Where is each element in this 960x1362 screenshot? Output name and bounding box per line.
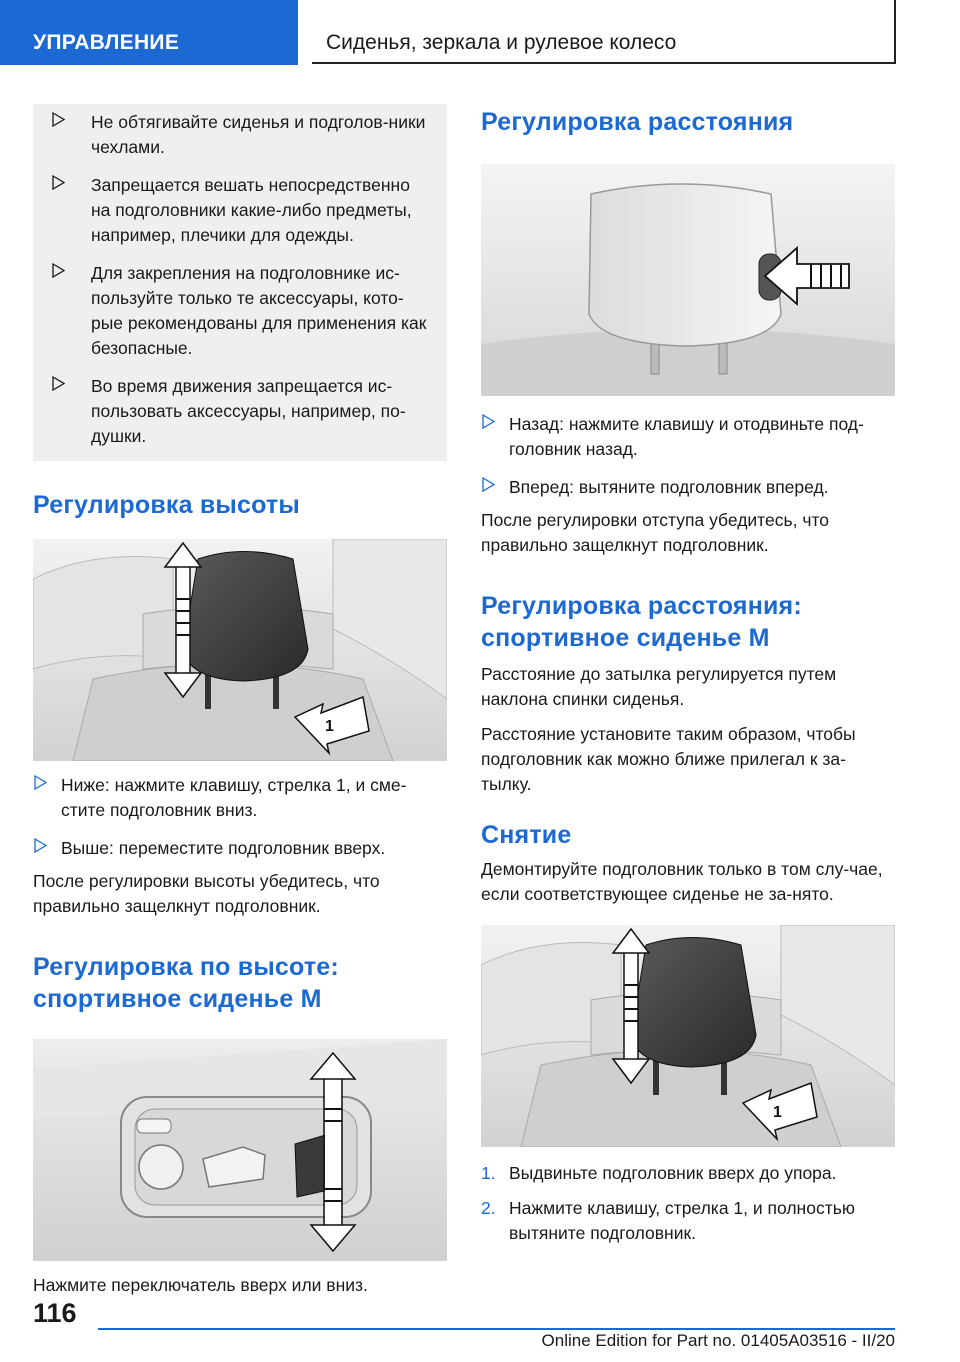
triangle-bullet-icon	[51, 112, 71, 134]
heading-sport-height: Регулировка по высоте: спортивное сиденье M	[33, 953, 339, 1013]
sport-caption: Нажмите переключатель вверх или вниз.	[33, 1275, 368, 1295]
note-list	[51, 110, 429, 449]
sport-distance-p1: Расстояние до затылка регулируется путем наклона спинки сиденья.	[481, 664, 837, 709]
distance-list	[481, 412, 895, 500]
triangle-bullet-icon	[33, 775, 53, 797]
figure-label-1: 1	[325, 718, 334, 735]
triangle-bullet-icon	[51, 263, 71, 285]
figure-label-1: 1	[773, 1104, 782, 1121]
footer-rule	[98, 1328, 895, 1330]
height-note: После регулировки высоты убедитесь, что правильно защелкнут подголовник.	[33, 871, 380, 916]
triangle-bullet-icon	[51, 376, 71, 398]
sport-distance-p2: Расстояние установите таким образом, чтобы подголовник как можно ближе прилегал к за-тылку.	[481, 724, 856, 794]
step-number: 2.	[481, 1198, 496, 1218]
list-item: Вперед: вытяните подголовник вперед.	[481, 475, 895, 500]
step-number: 1.	[481, 1163, 496, 1183]
triangle-bullet-icon	[481, 414, 501, 436]
heading-height: Регулировка высоты	[33, 491, 300, 519]
page-number: 116	[33, 1298, 77, 1328]
list-item: Запрещается вешать непосредственно на подголовники какие-либо предметы, например, плечики для одежды.	[51, 173, 429, 248]
heading-removal: Снятие	[481, 821, 572, 849]
left-column	[33, 104, 447, 1298]
right-column	[481, 104, 895, 1256]
list-item: Ниже: нажмите клавишу, стрелка 1, и сме-стите подголовник вниз.	[33, 773, 447, 823]
sport-seat-switch-illustration	[33, 1039, 447, 1261]
list-item: 2. Нажмите клавишу, стрелка 1, и полностью вытяните подголовник.	[481, 1198, 855, 1243]
list-item: Во время движения запрещается ис-пользовать аксессуары, например, по-душки.	[51, 374, 429, 449]
headrest-distance-illustration	[481, 164, 895, 396]
removal-steps	[481, 1161, 895, 1246]
triangle-bullet-icon	[51, 175, 71, 197]
footer-edition: Online Edition for Part no. 01405A03516 - II/20	[541, 1331, 895, 1350]
triangle-bullet-icon	[33, 838, 53, 860]
warning-note-box	[33, 104, 447, 461]
list-item: Назад: нажмите клавишу и отодвиньте под-головник назад.	[481, 412, 895, 462]
height-list	[33, 773, 447, 861]
removal-paragraph: Демонтируйте подголовник только в том слу-чае, если соответствующее сиденье не за-нято.	[481, 859, 883, 904]
chapter-title: Сиденья, зеркала и рулевое колесо	[312, 0, 896, 64]
list-item: Для закрепления на подголовнике ис-пользуйте только те аксессуары, кото-рые рекомендованы для применения как безопасные.	[51, 261, 429, 361]
triangle-bullet-icon	[481, 477, 501, 499]
section-tab: УПРАВЛЕНИЕ	[0, 0, 298, 65]
headrest-height-illustration	[33, 539, 447, 761]
heading-sport-distance: Регулировка расстояния: спортивное сиденье M	[481, 592, 802, 652]
headrest-removal-illustration	[481, 925, 895, 1147]
list-item: Не обтягивайте сиденья и подголов-ники чехлами.	[51, 110, 429, 160]
heading-distance: Регулировка расстояния	[481, 108, 794, 136]
list-item: 1. Выдвиньте подголовник вверх до упора.	[481, 1161, 895, 1186]
distance-note: После регулировки отступа убедитесь, что правильно защелкнут подголовник.	[481, 510, 829, 555]
list-item: Выше: переместите подголовник вверх.	[33, 836, 447, 861]
